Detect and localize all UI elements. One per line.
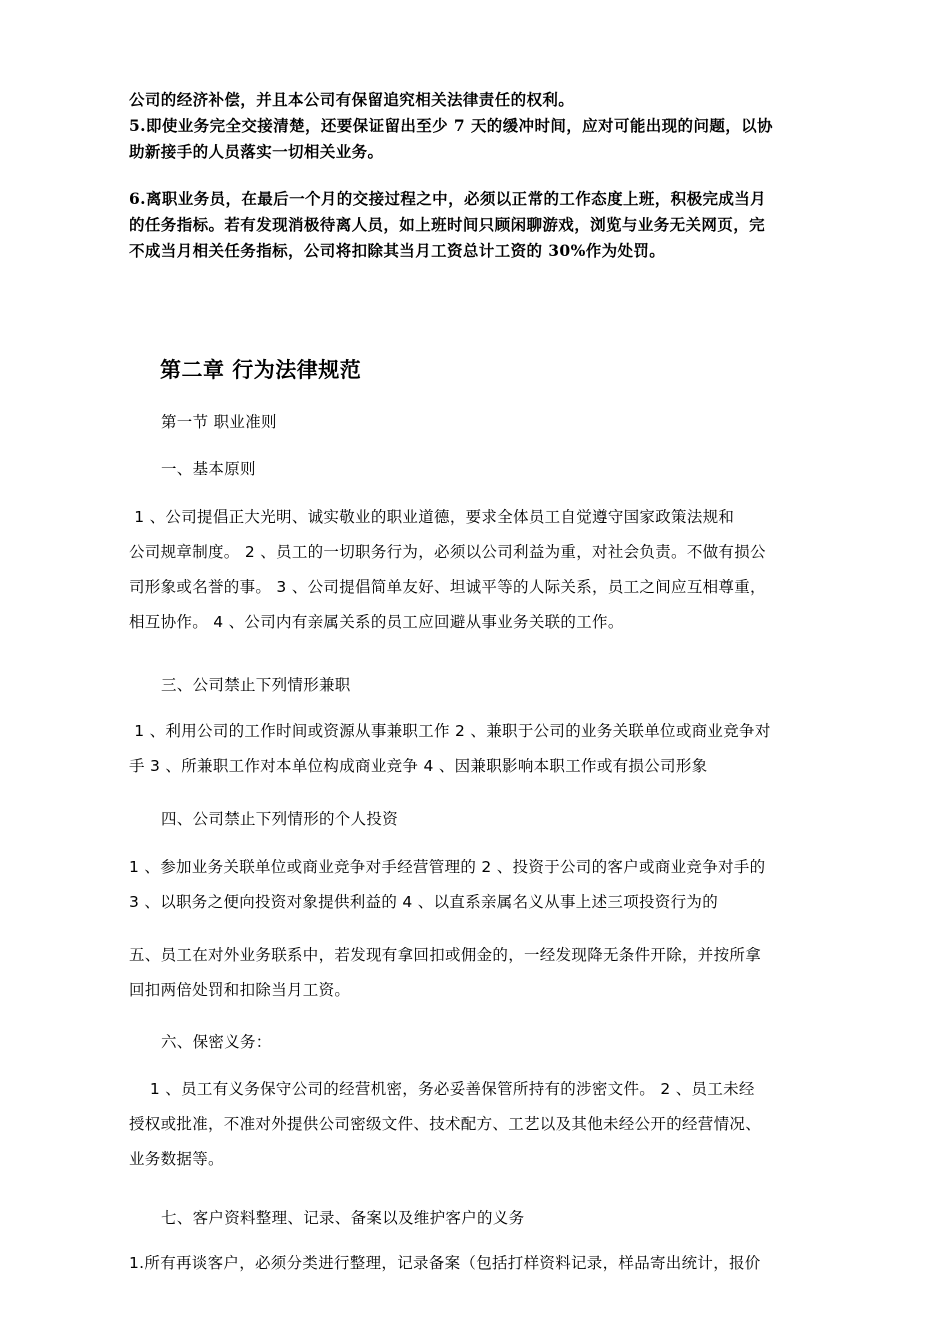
paragraph-line: 不成当月相关任务指标，公司将扣除其当月工资总计工资的 30%作为处罚。: [129, 241, 666, 260]
paragraph-line: 的任务指标。若有发现消极待离人员，如上班时间只顾闲聊游戏，浏览与业务无关网页，完: [129, 215, 766, 234]
kickbacks-paragraph: [129, 938, 805, 1008]
part-time-ban-paragraph: [129, 714, 805, 784]
paragraph-line: 1 、利用公司的工作时间或资源从事兼职工作 2 、兼职于公司的业务关联单位或商业竞争对: [129, 722, 771, 740]
paragraph-line: 助新接手的人员落实一切相关业务。: [129, 142, 384, 161]
resignation-item-6-block: [129, 186, 805, 264]
investment-ban-heading: 四、公司禁止下列情形的个人投资: [161, 810, 399, 828]
paragraph-line: 手 3 、所兼职工作对本单位构成商业竞争 4 、因兼职影响本职工作或有损公司形象: [129, 757, 708, 775]
paragraph-line: 3 、以职务之便向投资对象提供利益的 4 、以直系亲属名义从事上述三项投资行为的: [129, 893, 719, 911]
chapter-title: 第二章 行为法律规范: [160, 358, 362, 382]
paragraph-line: 相互协作。 4 、公司内有亲属关系的员工应回避从事业务关联的工作。: [129, 613, 624, 631]
customer-data-paragraph: [129, 1246, 805, 1281]
basic-principles-paragraph: [129, 500, 805, 640]
customer-data-heading: 七、客户资料整理、记录、备案以及维护客户的义务: [161, 1209, 525, 1227]
investment-ban-paragraph: [129, 850, 805, 920]
paragraph-line: 业务数据等。: [129, 1150, 224, 1168]
paragraph-line: 公司的经济补偿，并且本公司有保留追究相关法律责任的权利。: [129, 90, 575, 109]
paragraph-line: 授权或批准，不准对外提供公司密级文件、技术配方、工艺以及其他未经公开的经营情况、: [129, 1115, 762, 1133]
part-time-ban-heading: 三、公司禁止下列情形兼职: [161, 676, 351, 694]
paragraph-line: 1 、员工有义务保守公司的经营机密，务必妥善保管所持有的涉密文件。 2 、员工未经: [129, 1080, 755, 1098]
paragraph-line: 司形象或名誉的事。 3 、公司提倡简单友好、坦诚平等的人际关系，员工之间应互相尊重，: [129, 578, 766, 596]
paragraph-line: 5.即使业务完全交接清楚，还要保证留出至少 7 天的缓冲时间，应对可能出现的问题，以协: [129, 116, 773, 135]
paragraph-line: 6.离职业务员，在最后一个月的交接过程之中，必须以正常的工作态度上班，积极完成当月: [129, 189, 767, 208]
paragraph-line: 公司规章制度。 2 、员工的一切职务行为，必须以公司利益为重，对社会负责。不做有损公: [129, 543, 766, 561]
paragraph-line: 1 、参加业务关联单位或商业竞争对手经营管理的 2 、投资于公司的客户或商业竞争对手的: [129, 858, 766, 876]
basic-principles-heading: 一、基本原则: [161, 460, 256, 478]
section-title: 第一节 职业准则: [161, 413, 277, 431]
paragraph-line: 1 、公司提倡正大光明、诚实敬业的职业道德，要求全体员工自觉遵守国家政策法规和: [129, 508, 735, 526]
paragraph-line: 1.所有再谈客户，必须分类进行整理，记录备案（包括打样资料记录，样品寄出统计，报价: [129, 1254, 761, 1272]
resignation-rules-block: [129, 87, 805, 165]
confidentiality-paragraph: [129, 1072, 805, 1177]
confidentiality-heading: 六、保密义务：: [161, 1033, 272, 1051]
paragraph-line: 五、员工在对外业务联系中，若发现有拿回扣或佣金的，一经发现降无条件开除，并按所拿: [129, 946, 762, 964]
paragraph-line: 回扣两倍处罚和扣除当月工资。: [129, 981, 351, 999]
